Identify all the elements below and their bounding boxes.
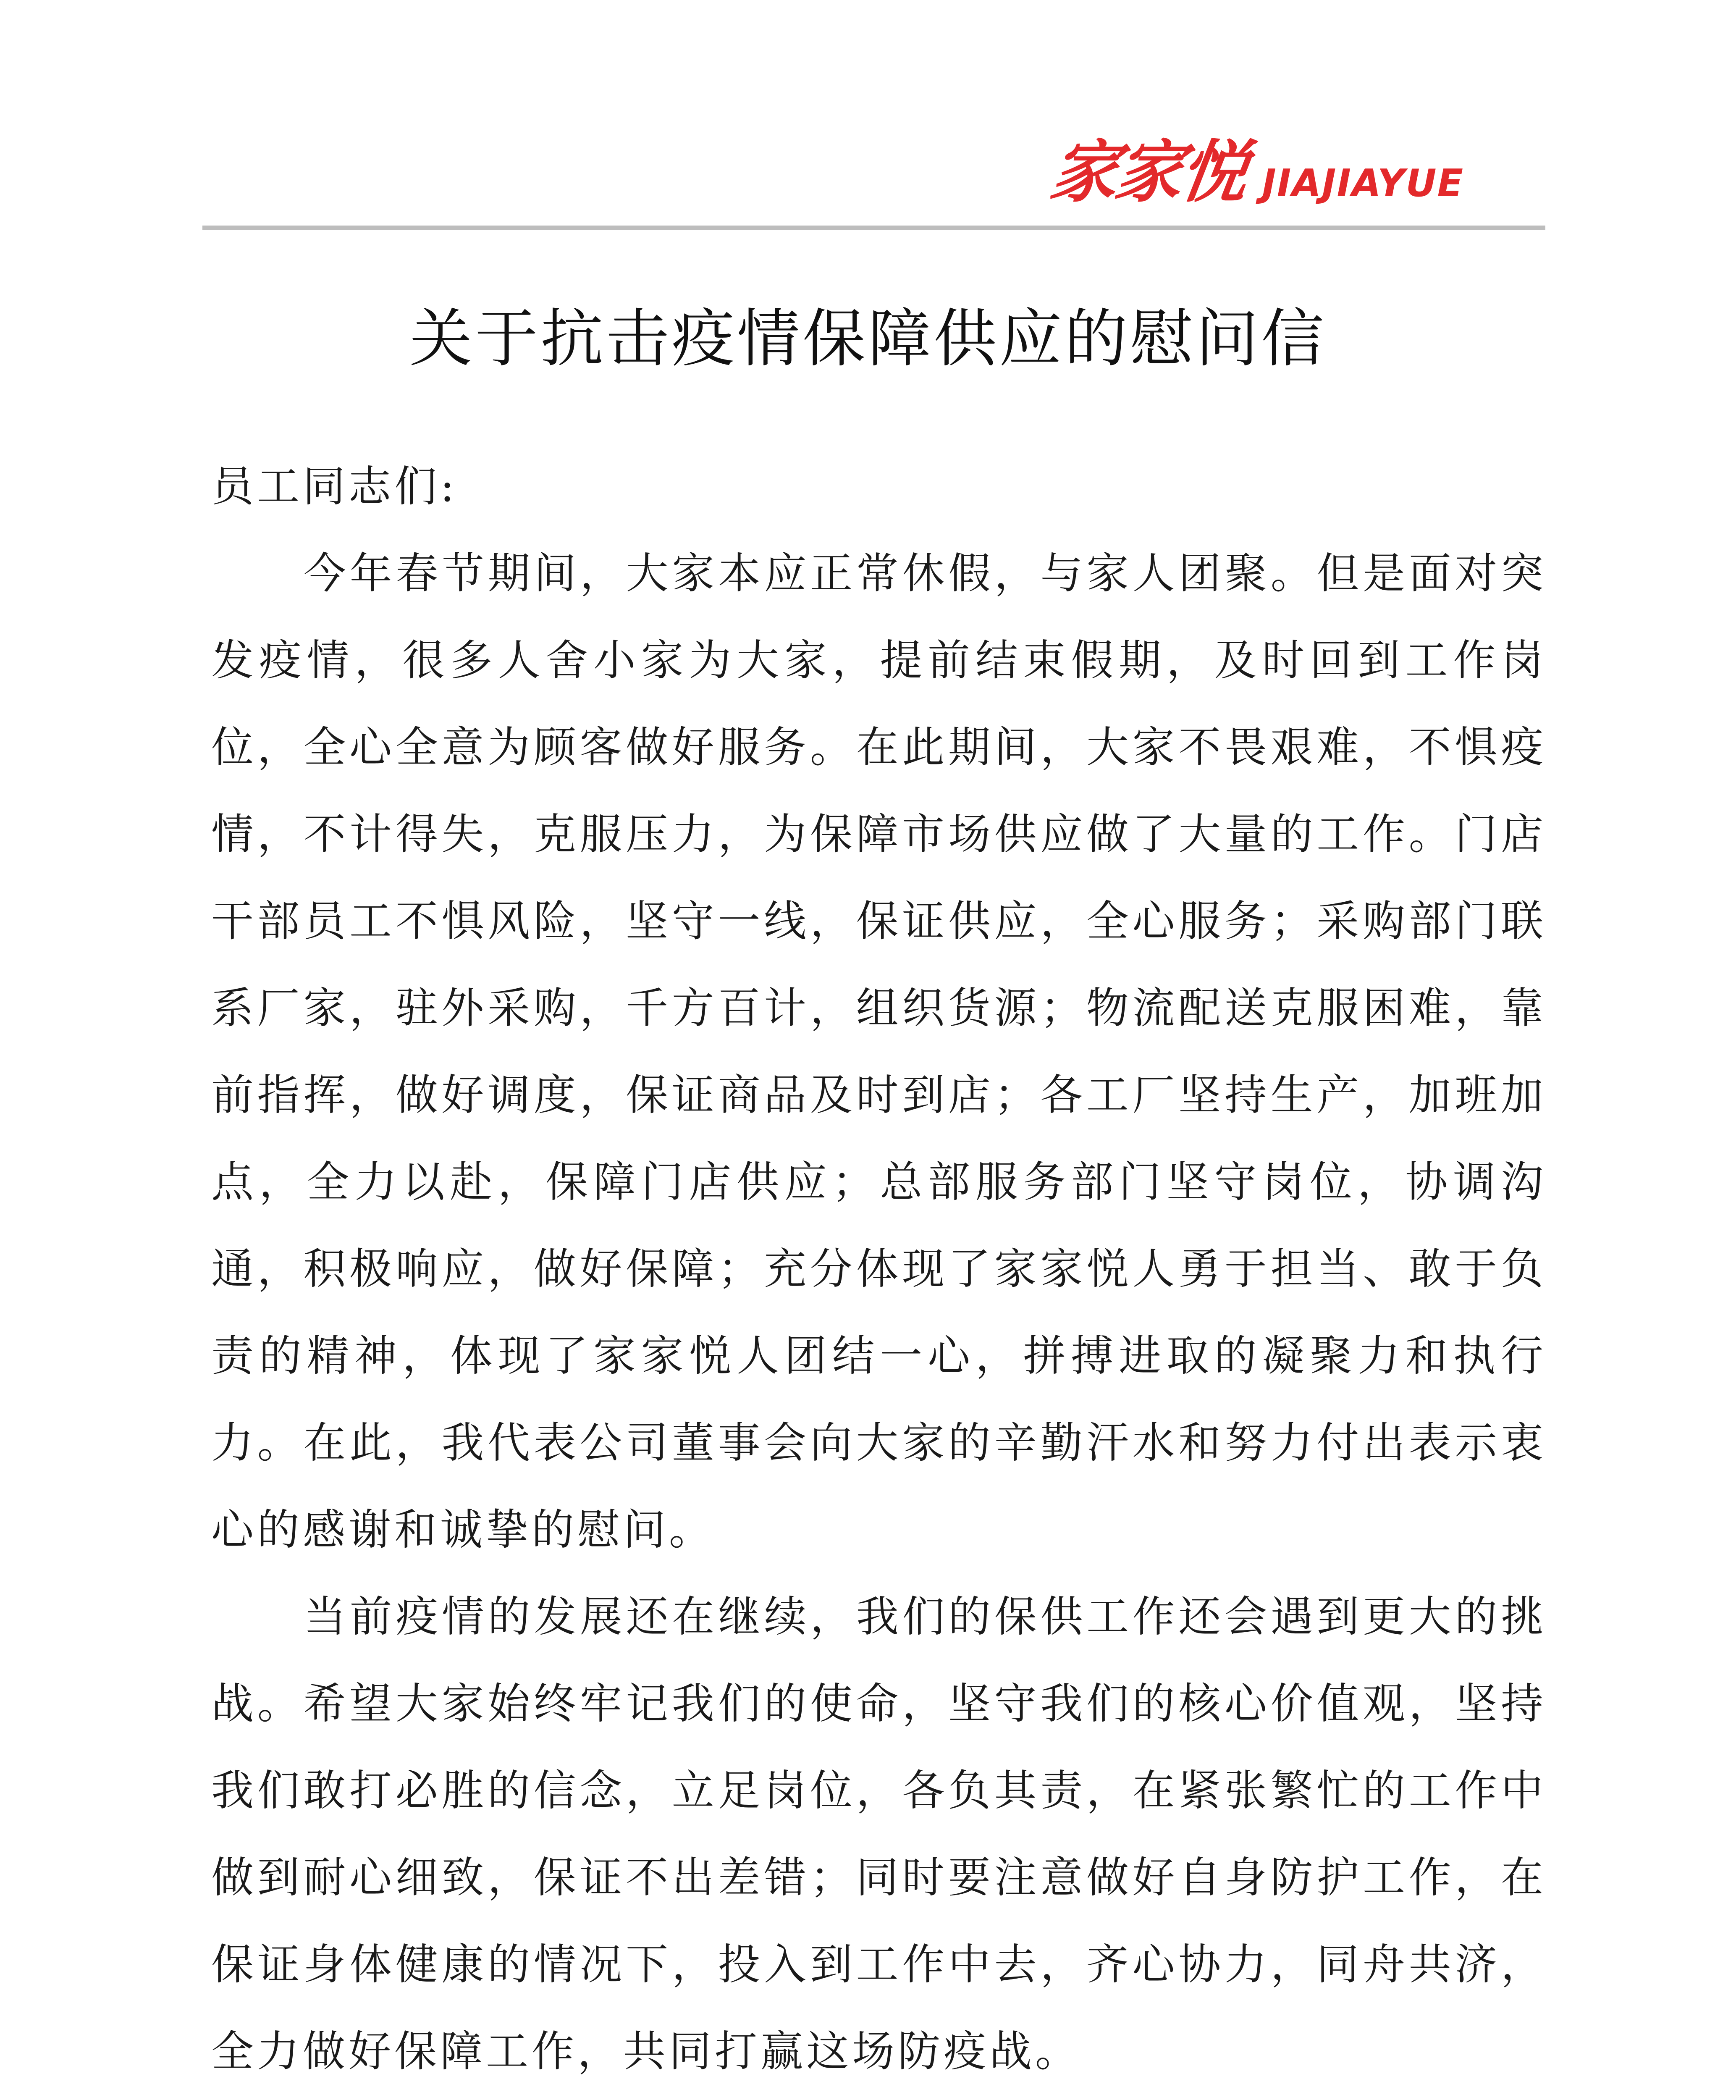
salutation: 员工同志们: [211, 462, 458, 511]
brand-logo [1046, 133, 1464, 211]
logo-chinese-text: 家家悦 [1046, 133, 1251, 211]
header-divider [202, 226, 1545, 230]
letter-title: 关于抗击疫情保障供应的慰问信 [409, 302, 1327, 375]
paragraph-2: 当前疫情的发展还在继续，我们的保供工作还会遇到更大的挑战。希望大家始终牢记我们的使命，坚守我们的核心价值观，坚持我们敢打必胜的信念，立足岗位，各负其责，在紧张繁忙的工作中做到耐心细致，保证不出差错；同时要注意做好自身防护工作，在保证身体健康的情况下，投入到工作中去，齐心协力，同舟共济，全力做好保障工作，共同打赢这场防疫战。 [211, 1592, 1547, 2076]
paragraph-1: 今年春节期间，大家本应正常休假，与家人团聚。但是面对突发疫情，很多人舍小家为大家，提前结束假期，及时回到工作岗位，全心全意为顾客做好服务。在此期间，大家不畏艰难，不惧疫情，不计得失，克服压力，为保障市场供应做了大量的工作。门店干部员工不惧风险，坚守一线，保证供应，全心服务；采购部门联系厂家，驻外采购，千方百计，组织货源；物流配送克服困难，靠前指挥，做好调度，保证商品及时到店；各工厂坚持生产，加班加点，全力以赴，保障门店供应；总部服务部门坚守岗位，协调沟通，积极响应，做好保障；充分体现了家家悦人勇于担当、敢于负责的精神，体现了家家悦人团结一心，拼搏进取的凝聚力和执行力。在此，我代表公司董事会向大家的辛勤汗水和努力付出表示衷心的感谢和诚挚的慰问。 [211, 549, 1547, 1554]
logo-english-text: JIAJIAYUE [1262, 161, 1464, 205]
letter-body [211, 443, 1547, 2095]
